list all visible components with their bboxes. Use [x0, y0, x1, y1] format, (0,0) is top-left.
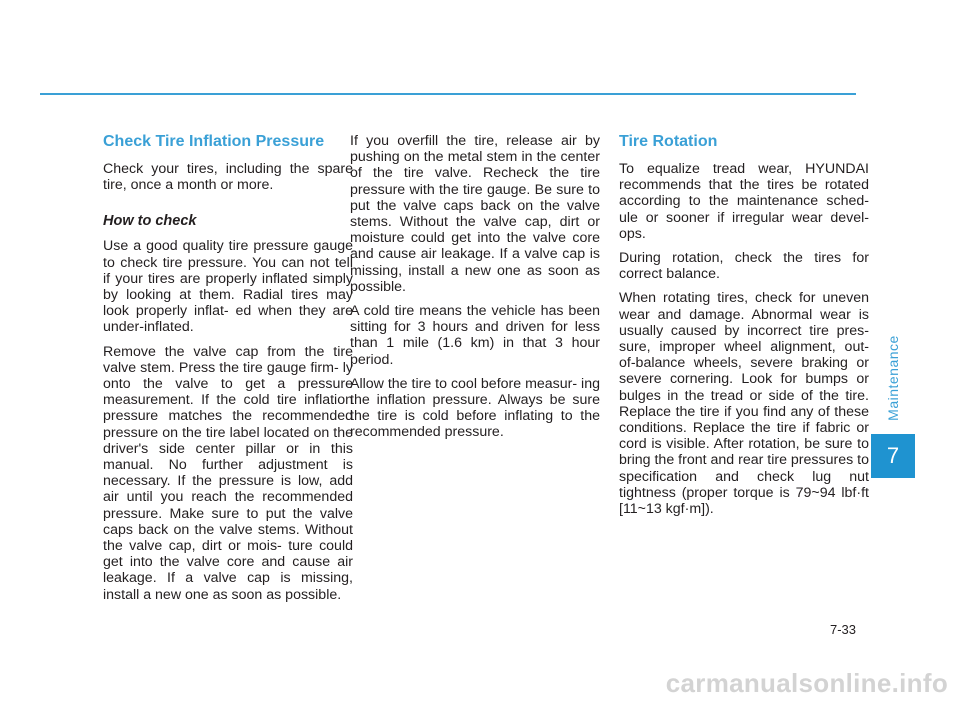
paragraph: When rotating tires, check for uneven wear and damage. Abnormal wear is usually caused by incorrect tire pres- sure, improper wheel alignment, out- of-balance wheels, severe braking or severe cornering. Look for bumps or bulges in the tread or side of the tire. Replace the tire if you find any of these conditions. Replace the tire if fabric or cord is visible. After rotation, be sure to bring the front and rear tire pressures to specification and check lug nut tightness (proper torque is 79~94 lbf·ft [11~13 kgf·m]).	[619, 290, 869, 518]
paragraph: During rotation, check the tires for correct balance.	[619, 250, 869, 283]
chapter-title: Maintenance	[885, 335, 902, 421]
chapter-side-label	[873, 333, 913, 423]
paragraph: Allow the tire to cool before measur- ing the inflation pressure. Always be sure the tire is cold before inflating to the recommended pressure.	[350, 375, 600, 441]
chapter-number: 7	[886, 443, 900, 468]
page-number: 7-33	[829, 622, 856, 637]
header-rule	[40, 93, 856, 95]
section-heading-tire-rotation: Tire Rotation	[619, 133, 718, 150]
column-right	[619, 133, 869, 525]
paragraph: Check your tires, including the spare tire, once a month or more.	[103, 161, 353, 194]
chapter-tab	[871, 434, 915, 478]
paragraph: A cold tire means the vehicle has been sitting for 3 hours and driven for less than 1 mile (1.6 km) in that 3 hour period.	[350, 303, 600, 368]
paragraph: To equalize tread wear, HYUNDAI recommends that the tires be rotated according to the maintenance sched- ule or sooner if irregular wear devel- ops.	[619, 161, 869, 242]
paragraph: If you overfill the tire, release air by pushing on the metal stem in the center of the tire valve. Recheck the tire pressure with the tire gauge. Be sure to put the valve caps back on the valve stems. Without the valve cap, dirt or moisture could get into the valve core and cause air leakage. If a valve cap is missing, install a new one as soon as possible.	[350, 133, 600, 295]
watermark: carmanualsonline.info	[665, 668, 948, 698]
subheading-how-to-check: How to check	[103, 213, 197, 230]
paragraph: Use a good quality tire pressure gauge to check tire pressure. You can not tell if your tires are properly inflated simply by looking at them. Radial tires may look properly inflat- ed when they are under-inflated.	[103, 238, 353, 336]
column-middle	[350, 133, 600, 449]
column-left	[103, 133, 353, 611]
section-heading-check-tire-inflation: Check Tire Inflation Pressure	[103, 133, 325, 150]
paragraph: Remove the valve cap from the tire valve stem. Press the tire gauge firm- ly onto the valve to get a pressure measurement. If the cold tire inflation pressure matches the recommended pressure on the tire label located on the driver's side center pillar or in this manual. No further adjustment is necessary. If the pressure is low, add air until you reach the recommended pressure. Make sure to put the valve caps back on the valve stems. Without the valve cap, dirt or mois- ture could get into the valve core and cause air leakage. If a valve cap is missing, install a new one as soon as possible.	[103, 343, 353, 603]
